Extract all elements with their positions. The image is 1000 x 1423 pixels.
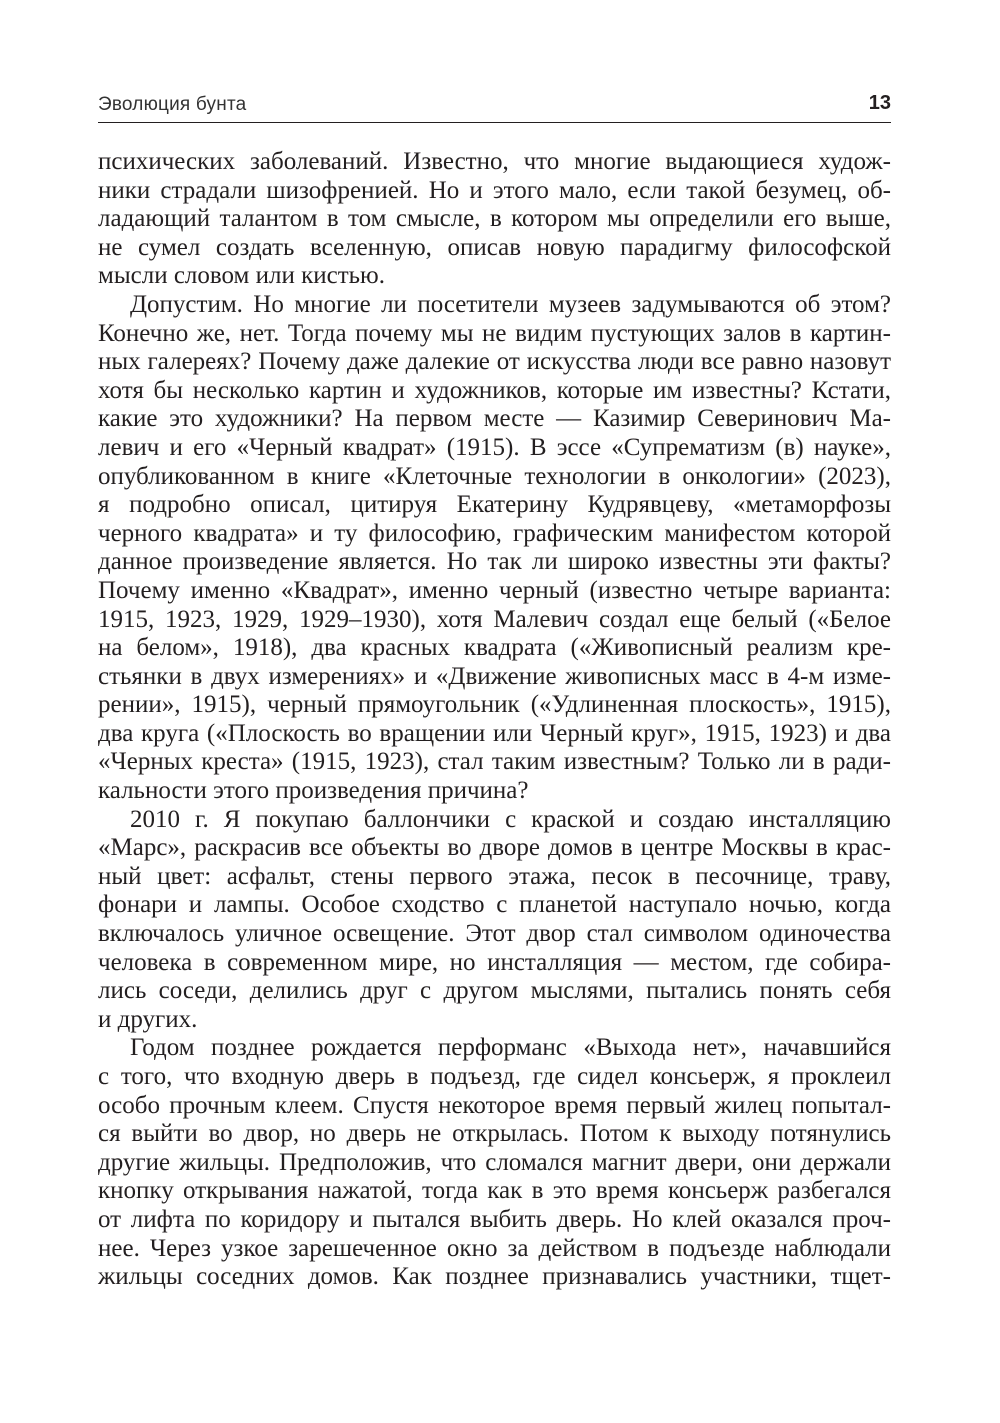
text-line: Конечно же, нет. Тогда почему мы не видим пустующих залов в картин- <box>98 319 891 347</box>
text-line: ный цвет: асфальт, стены первого этажа, песок в песочнице, траву, <box>98 862 891 890</box>
text-line: жильцы соседних домов. Как позднее признавались участники, тщет- <box>98 1263 891 1291</box>
text-line: ных галереях? Почему даже далекие от искусства люди все равно назовут <box>98 348 891 376</box>
text-line: психических заболеваний. Известно, что многие выдающиеся худож- <box>98 148 891 175</box>
text-line: хотя бы несколько картин и художников, которые им известны? Кстати, <box>98 376 891 404</box>
text-line: мысли словом или кистью. <box>98 262 385 290</box>
book-page <box>98 0 891 1423</box>
text-line: черного квадрата» и ту философию, графическим манифестом которой <box>98 519 891 547</box>
text-line: лись соседи, делились друг с другом мыслями, пытались понять себя <box>98 977 891 1005</box>
text-line: особо прочным клеем. Спустя некоторое время первый жилец попытал- <box>98 1091 891 1119</box>
text-line: ладающий талантом в том смысле, в котором мы определили его выше, <box>98 205 891 233</box>
paragraph <box>98 1034 891 1291</box>
text-line: два круга («Плоскость во вращении или Черный круг», 1915, 1923) и два <box>98 719 891 747</box>
paragraph <box>98 291 891 806</box>
text-line: кальности этого произведения причина? <box>98 777 529 805</box>
page-number: 13 <box>868 92 891 114</box>
text-line: включалось уличное освещение. Этот двор стал символом одиночества <box>98 920 891 948</box>
text-line: рении», 1915), черный прямоугольник («Удлиненная плоскость», 1915), <box>98 691 891 719</box>
text-line: нее. Через узкое зарешеченное окно за действом в подъезде наблюдали <box>98 1234 891 1262</box>
text-line: стьянки в двух измерениях» и «Движение живописных масс в 4-м изме- <box>98 662 891 690</box>
text-line: опубликованном в книге «Клеточные технологии в онкологии» (2023), <box>98 462 891 490</box>
text-line: Почему именно «Квадрат», именно черный (известно четыре варианта: <box>98 576 891 604</box>
text-line: кнопку открывания нажатой, тогда как в это время консьерж разбегался <box>98 1177 891 1205</box>
text-line: данное произведение является. Но так ли широко известны эти факты? <box>98 548 891 576</box>
running-header <box>98 92 891 123</box>
text-line: Допустим. Но многие ли посетители музеев задумываются об этом? <box>130 290 891 318</box>
text-line: ся выйти во двор, но дверь не открылась. Потом к выходу потянулись <box>98 1120 891 1148</box>
text-line: от лифта по коридору и пытался выбить дверь. Но клей оказался проч- <box>98 1205 891 1233</box>
text-line: не сумел создать вселенную, описав новую парадигму философской <box>98 233 891 261</box>
text-line: и других. <box>98 1005 198 1033</box>
text-line: человека в современном мире, но инсталляция — местом, где собира- <box>98 948 891 976</box>
text-line: на белом», 1918), два красных квадрата («Живописный реализм кре- <box>98 634 891 662</box>
text-line: с того, что входную дверь в подъезд, где сидел консьерж, я проклеил <box>98 1063 891 1090</box>
paragraph <box>98 148 891 291</box>
running-title: Эволюция бунта <box>98 94 247 115</box>
text-line: Годом позднее рождается перформанс «Выхода нет», начавшийся <box>130 1034 891 1062</box>
text-line: «Черных креста» (1915, 1923), стал таким известным? Только ли в ради- <box>98 748 891 776</box>
text-line: я подробно описал, цитируя Екатерину Кудрявцеву, «метаморфозы <box>98 491 891 519</box>
text-line: ники страдали шизофренией. Но и этого мало, если такой безумец, об- <box>98 176 891 204</box>
body-text <box>98 148 891 1292</box>
text-line: левич и его «Черный квадрат» (1915). В эссе «Супрематизм (в) науке», <box>98 433 891 461</box>
text-line: другие жильцы. Предположив, что сломался магнит двери, они держали <box>98 1148 891 1176</box>
text-line: какие это художники? На первом месте — Казимир Северинович Ма- <box>98 405 891 433</box>
text-line: 2010 г. Я покупаю баллончики с краской и создаю инсталляцию <box>130 805 891 833</box>
text-line: фонари и лампы. Особое сходство с планетой наступало ночью, когда <box>98 891 891 919</box>
text-line: 1915, 1923, 1929, 1929–1930), хотя Малевич создал еще белый («Белое <box>98 605 891 633</box>
paragraph <box>98 806 891 1035</box>
text-line: «Марс», раскрасив все объекты во дворе домов в центре Москвы в крас- <box>98 834 891 862</box>
